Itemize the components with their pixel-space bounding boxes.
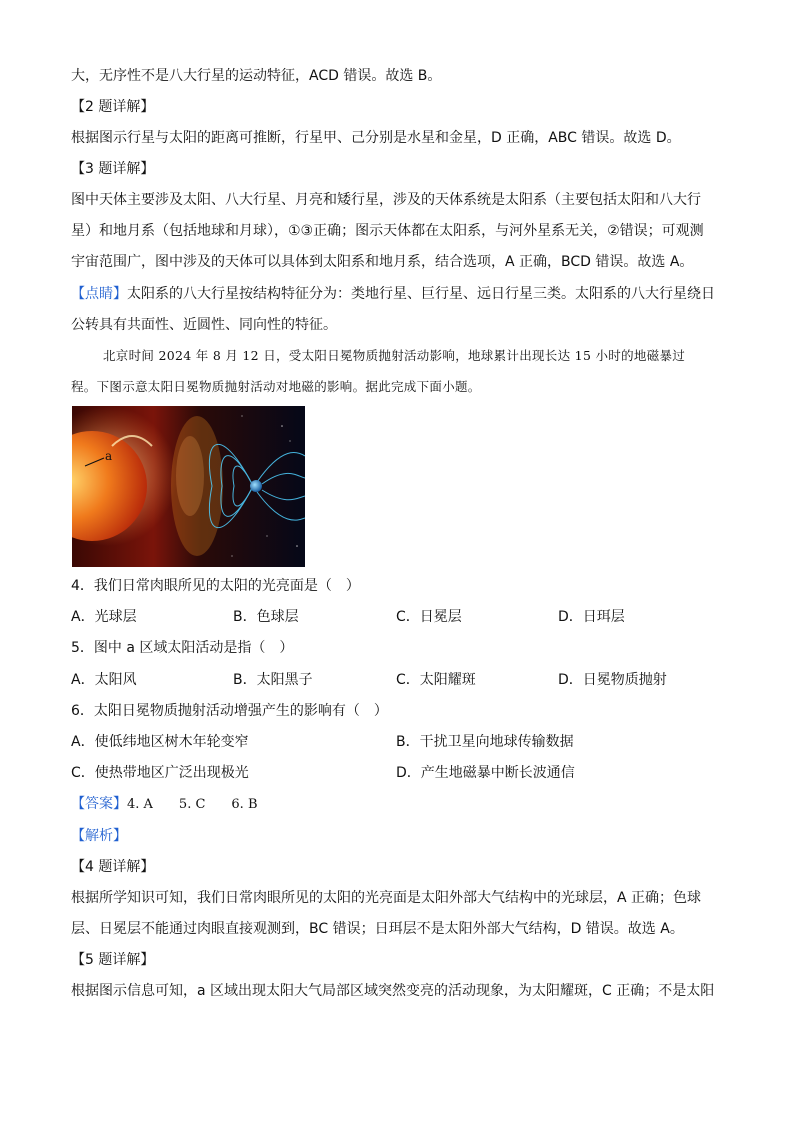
q6-option-b: B．干扰卫星向地球传输数据 xyxy=(396,734,574,750)
highlight-line-1 xyxy=(71,284,731,304)
q6-option-d: D．产生地磁暴中断长波通信 xyxy=(396,765,575,781)
q4-option-b: B．色球层 xyxy=(233,609,299,625)
q5-option-d: D．日冕物质抛射 xyxy=(558,672,667,688)
q6-option-a: A．使低纬地区树木年轮变窄 xyxy=(71,734,249,750)
q5-option-a: A．太阳风 xyxy=(71,672,137,688)
detail-text-3c: 宇宙范围广，图中涉及的天体可以具体到太阳系和地月系，结合选项，A 正确，BCD 错误。故选 A。 xyxy=(71,254,694,270)
detail-text-3a: 图中天体主要涉及太阳、八大行星、月亮和矮行星，涉及的天体系统是太阳系（主要包括太阳和八大行 xyxy=(71,192,701,208)
intro-paragraph-2: 程。下图示意太阳日冕物质抛射活动对地磁的影响。据此完成下面小题。 xyxy=(71,379,481,394)
q4-option-d: D．日珥层 xyxy=(558,609,625,625)
intro-paragraph-1: 北京时间 2024 年 8 月 12 日，受太阳日冕物质抛射活动影响，地球累计出现长达 15 小时的地磁暴过 xyxy=(103,348,686,363)
question-4-stem: 4．我们日常肉眼所见的太阳的光亮面是（ ） xyxy=(71,578,360,594)
solar-cme-figure xyxy=(72,406,305,567)
detail-heading-3: 【3 题详解】 xyxy=(71,161,155,177)
q5-option-c: C．太阳耀斑 xyxy=(396,672,476,688)
answer-label: 【答案】 xyxy=(71,796,127,812)
answer-text: 4. A 5. C 6. B xyxy=(127,797,258,812)
highlight-text: 太阳系的八大行星按结构特征分为：类地行星、巨行星、远日行星三类。太阳系的八大行星绕日 xyxy=(127,286,715,302)
highlight-line-2: 公转具有共面性、近圆性、同向性的特征。 xyxy=(71,317,337,333)
detail-text-4b: 层、日冕层不能通过肉眼直接观测到，BC 错误；日珥层不是太阳外部大气结构，D 错误。故选 A。 xyxy=(71,921,684,937)
question-6-stem: 6．太阳日冕物质抛射活动增强产生的影响有（ ） xyxy=(71,703,388,719)
answer-line xyxy=(71,794,731,815)
analysis-label: 【解析】 xyxy=(71,828,127,844)
detail-heading-2: 【2 题详解】 xyxy=(71,99,155,115)
detail-text-3b: 星）和地月系（包括地球和月球），①③正确；图示天体都在太阳系，与河外星系无关，②错误；可观测 xyxy=(71,223,704,239)
highlight-label: 【点睛】 xyxy=(71,286,127,302)
q6-option-c: C．使热带地区广泛出现极光 xyxy=(71,765,249,781)
answer-line-1: 大，无序性不是八大行星的运动特征，ACD 错误。故选 B。 xyxy=(71,68,442,84)
detail-text-4a: 根据所学知识可知，我们日常肉眼所见的太阳的光亮面是太阳外部大气结构中的光球层，A 正确；色球 xyxy=(71,890,702,906)
label-a: a xyxy=(105,449,113,463)
q4-option-c: C．日冕层 xyxy=(396,609,462,625)
detail-heading-4: 【4 题详解】 xyxy=(71,859,155,875)
question-5-stem: 5．图中 a 区域太阳活动是指（ ） xyxy=(71,640,294,656)
q5-option-b: B．太阳黑子 xyxy=(233,672,313,688)
q4-option-a: A．光球层 xyxy=(71,609,137,625)
detail-heading-5: 【5 题详解】 xyxy=(71,952,155,968)
detail-text-5a: 根据图示信息可知，a 区域出现太阳大气局部区域突然变亮的活动现象，为太阳耀斑，C 正确；不是太阳 xyxy=(71,983,715,999)
detail-text-2: 根据图示行星与太阳的距离可推断，行星甲、己分别是水星和金星，D 正确，ABC 错误。故选 D。 xyxy=(71,130,681,146)
